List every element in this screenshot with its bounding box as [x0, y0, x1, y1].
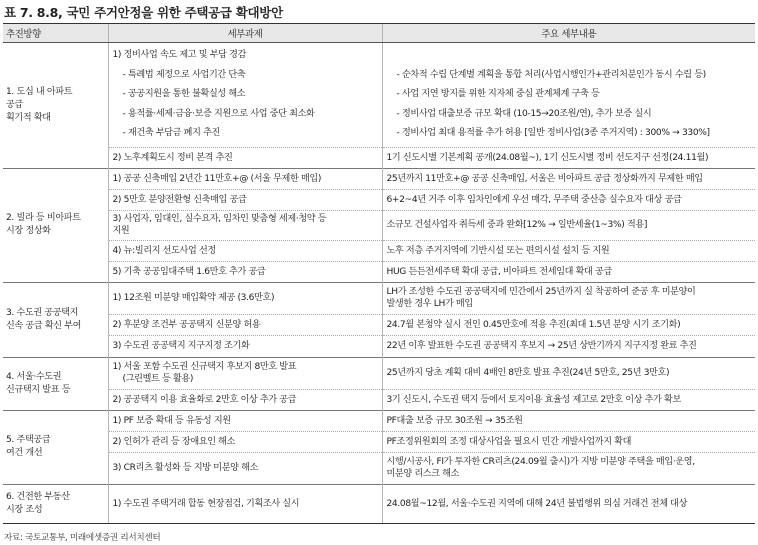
category-line: 신속 공급 확신 부여 — [6, 320, 82, 331]
detail-line: LH가 조성한 수도권 공공택지에 민간에서 25년까지 실 착공하여 준공 후 미분양이 — [386, 287, 696, 297]
detail-cell: PF조정위원회의 조정 대상사업을 필요시 민간 개발사업까지 확대 — [382, 431, 755, 452]
category-line: 시장 정상화 — [6, 226, 51, 236]
table-row — [3, 210, 755, 240]
task-cell — [108, 357, 382, 389]
category-line: 6. 건전한 부동산 — [6, 491, 70, 502]
detail-line: 발생한 경우 LH가 매입 — [386, 299, 473, 309]
table-row — [3, 261, 755, 282]
detail-line: - 순차적 수립 단계별 계획을 통합 처리(사업시행인가+관리처분인가 동시 수립 등) — [396, 69, 706, 80]
task-cell: 3) 수도권 공공택지 지구지정 조기화 — [108, 335, 382, 357]
task-line: - 용적률·세제·금융·보증 지원으로 사업 중단 최소화 — [122, 108, 315, 119]
detail-cell: 노후 저층 주거지역에 기반시설 또는 편의시설 설치 등 지원 — [382, 240, 755, 261]
source-note: 자료: 국토교통부, 미래에셋증권 리서치센터 — [4, 533, 161, 543]
header-tasks: 세부과제 — [108, 24, 382, 43]
housing-supply-table — [3, 23, 755, 524]
detail-cell — [382, 43, 755, 148]
task-cell: 3) CR리츠 활성화 등 지방 미분양 해소 — [108, 452, 382, 484]
category-line: 4. 서울·수도권 — [6, 371, 62, 382]
task-cell: 2) 공공택지 이용 효율화로 2만호 이상 추가 공급 — [108, 389, 382, 410]
detail-cell: 24.7월 본청약 실시 전인 0.45만호에 적용 추진(최대 1.5년 분양 시기 조기화) — [382, 314, 755, 335]
category-cell — [3, 484, 108, 523]
detail-cell: PF대출 보증 규모 30조원 → 35조원 — [382, 410, 755, 431]
category-line: 여건 개선 — [6, 448, 43, 458]
task-cell: 1) 공공 신축매입 2년간 11만호+@ (서울 무제한 매입) — [108, 168, 382, 189]
table-row — [3, 314, 755, 335]
detail-line: - 정비사업 대출보증 규모 확대 (10-15→20조원/연), 추가 보증 실시 — [396, 108, 652, 119]
category-line: 획기적 확대 — [6, 112, 51, 123]
category-line: 5. 주택공급 — [6, 435, 51, 445]
table-row — [3, 147, 755, 168]
task-line: - 특례법 제정으로 사업기간 단축 — [122, 69, 246, 80]
task-cell — [108, 210, 382, 240]
detail-cell: 소규모 건설사업자 취득세 중과 완화[12% → 일반세율(1~3%) 적용] — [382, 210, 755, 240]
task-cell: 5) 기축 공공임대주택 1.6만호 추가 공급 — [108, 261, 382, 282]
category-line: 1. 도심 내 아파트 — [6, 86, 73, 97]
category-cell — [3, 282, 108, 357]
table-row — [3, 189, 755, 210]
detail-line: 시행/시공사, FI가 투자한 CR리츠(24.09월 출시)가 지방 미분양 주택을 매입·운영, — [386, 457, 695, 467]
task-cell: 2) 노후계획도시 정비 본격 추진 — [108, 147, 382, 168]
detail-cell: 3기 신도시, 수도권 택지 등에서 토지이용 효율성 제고로 2만호 이상 추가 확보 — [382, 389, 755, 410]
table-row — [3, 43, 755, 148]
category-cell — [3, 168, 108, 282]
table-row — [3, 452, 755, 484]
category-line: 시장 조성 — [6, 504, 43, 515]
detail-line: - 정비사업 최대 용적률 추가 허용 [일반 정비사업(3종 주거지역) : 300% → 330%] — [396, 128, 710, 138]
category-line: 2. 빌라 등 비아파트 — [6, 213, 81, 223]
table-header-row — [3, 24, 755, 43]
detail-cell: 25년까지 당초 계획 대비 4배인 8만호 발표 추진(24년 5만호, 25년 3만호) — [382, 357, 755, 389]
category-line: 신규택지 발표 등 — [6, 384, 71, 395]
table-row — [3, 431, 755, 452]
category-line: 공급 — [6, 99, 23, 110]
task-line: - 공공지원을 통한 불확실성 해소 — [122, 89, 246, 99]
task-cell: 2) 5만호 분양전환형 신축매입 공급 — [108, 189, 382, 210]
table-row — [3, 410, 755, 431]
task-line: 1) 서울 포함 수도권 신규택지 후보지 8만호 발표 — [112, 362, 297, 372]
task-cell: 2) 인허가 관리 등 장애요인 해소 — [108, 431, 382, 452]
task-line: - 재건축 부담금 폐지 추진 — [122, 128, 220, 138]
table-row — [3, 168, 755, 189]
category-cell — [3, 43, 108, 169]
task-cell: 4) 뉴:빌리지 선도사업 선정 — [108, 240, 382, 261]
table-row — [3, 484, 755, 523]
detail-cell: 1기 신도시별 기본계획 공개(24.08월~), 1기 신도시별 정비 선도지구 선정(24.11월) — [382, 147, 755, 168]
category-line: 3. 수도권 공공택지 — [6, 307, 79, 318]
category-cell — [3, 357, 108, 410]
detail-cell — [382, 282, 755, 314]
table-row — [3, 282, 755, 314]
category-cell — [3, 410, 108, 484]
header-direction: 추진방향 — [3, 24, 108, 43]
header-details: 주요 세부내용 — [382, 24, 755, 43]
detail-cell — [382, 452, 755, 484]
table-title: 표 7. 8.8, 국민 주거안정을 위한 주택공급 확대방안 — [4, 5, 283, 20]
task-line: (그린벨트 등 활용) — [122, 374, 194, 384]
table-row — [3, 335, 755, 357]
task-cell: 1) 12조원 미분양 매입확약 제공 (3.6만호) — [108, 282, 382, 314]
detail-cell: 25년까지 11만호+@ 공공 신축매입, 서울은 비아파트 공급 정상화까지 무제한 매입 — [382, 168, 755, 189]
task-cell: 1) 수도권 주택거래 합동 현장점검, 기획조사 실시 — [108, 484, 382, 523]
task-cell: 1) PF 보증 확대 등 유동성 지원 — [108, 410, 382, 431]
task-cell: 2) 후분양 조건부 공공택지 신분양 허용 — [108, 314, 382, 335]
detail-cell: 22년 이후 발표한 수도권 공공택지 후보지 → 25년 상반기까지 지구지정 완료 추진 — [382, 335, 755, 357]
table-row — [3, 357, 755, 389]
task-cell — [108, 43, 382, 148]
task-line: 지원 — [112, 226, 130, 236]
task-line: 1) 정비사업 속도 제고 및 부담 경감 — [112, 50, 247, 60]
detail-cell: 24.08월~12월, 서울·수도권 지역에 대해 24년 불법행위 의심 거래건 전체 대상 — [382, 484, 755, 523]
detail-line: - 사업 지연 방지를 위한 지자체 중심 관계체계 구축 등 — [396, 89, 600, 99]
detail-line: 미분양 리스크 해소 — [386, 469, 460, 479]
task-line: 3) 사업자, 임대인, 실수요자, 임차인 맞춤형 세제·청약 등 — [112, 214, 327, 224]
detail-cell: HUG 든든전세주택 확대 공급, 비아파트 전세임대 확대 공급 — [382, 261, 755, 282]
table-row — [3, 389, 755, 410]
detail-cell: 6+2~4년 거주 이후 임차인에게 우선 매각, 무주택 중산층 실수요자 대상 공급 — [382, 189, 755, 210]
table-row — [3, 240, 755, 261]
detail-line — [387, 46, 752, 66]
